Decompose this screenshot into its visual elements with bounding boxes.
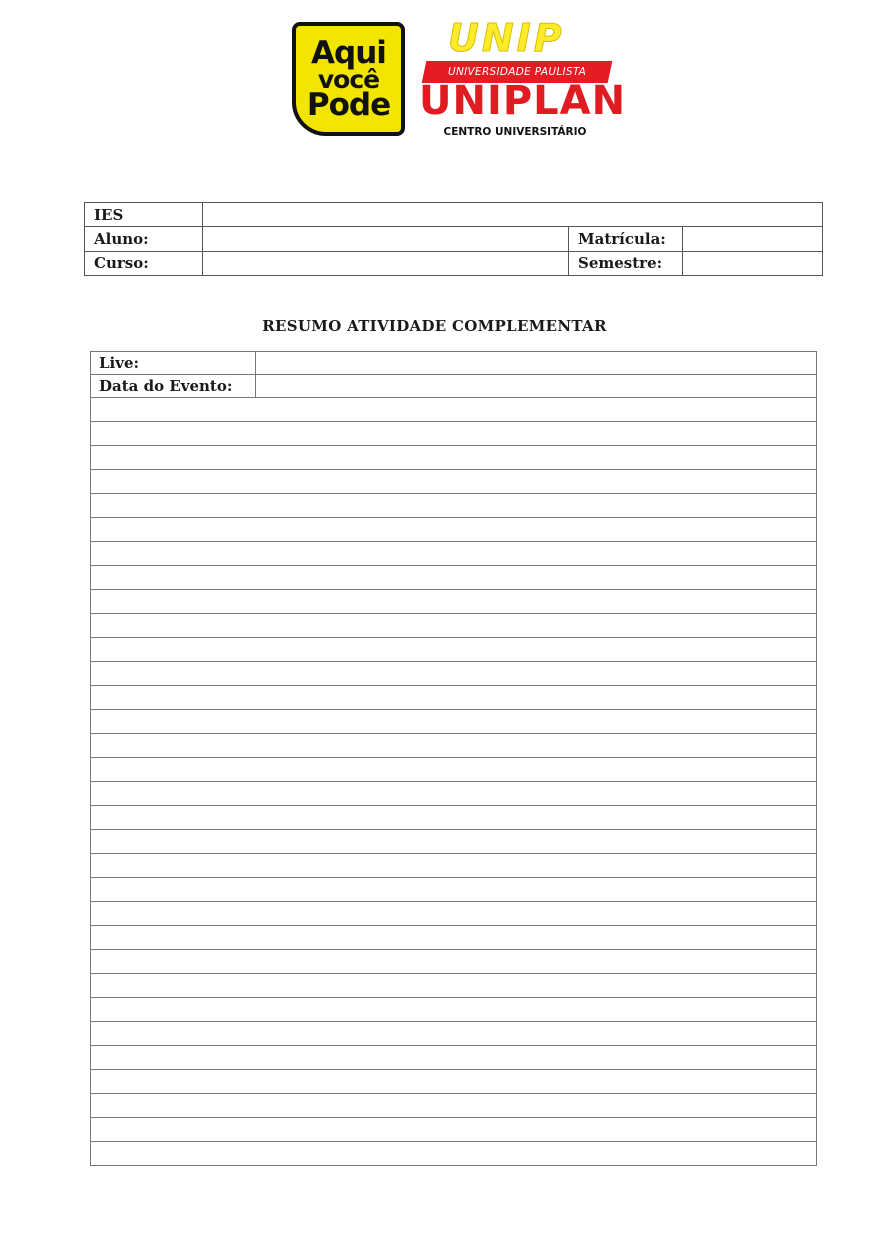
- summary-line-row: [91, 1118, 817, 1142]
- universidade-paulista-text: UNIVERSIDADE PAULISTA: [447, 66, 587, 78]
- summary-line-field[interactable]: [91, 662, 817, 686]
- data-evento-row: [91, 375, 817, 398]
- summary-line-row: [91, 878, 817, 902]
- summary-line-field[interactable]: [91, 806, 817, 830]
- summary-line-row: [91, 1022, 817, 1046]
- summary-line-row: [91, 1094, 817, 1118]
- live-label: Live:: [91, 352, 256, 375]
- summary-line-row: [91, 590, 817, 614]
- summary-line-field[interactable]: [91, 686, 817, 710]
- summary-line-row: [91, 638, 817, 662]
- summary-line-row: [91, 518, 817, 542]
- summary-line-row: [91, 566, 817, 590]
- summary-line-field[interactable]: [91, 1094, 817, 1118]
- live-field[interactable]: [256, 352, 817, 375]
- centro-universitario-text: CENTRO UNIVERSITÁRIO: [443, 126, 587, 138]
- summary-line-row: [91, 1142, 817, 1166]
- summary-line-row: [91, 734, 817, 758]
- summary-line-field[interactable]: [91, 542, 817, 566]
- summary-line-field[interactable]: [91, 710, 817, 734]
- matricula-field[interactable]: [683, 227, 823, 251]
- summary-line-row: [91, 398, 817, 422]
- summary-line-row: [91, 782, 817, 806]
- summary-line-field[interactable]: [91, 398, 817, 422]
- summary-line-row: [91, 950, 817, 974]
- curso-label: Curso:: [85, 251, 203, 275]
- page-title: RESUMO ATIVIDADE COMPLEMENTAR: [262, 317, 607, 335]
- uniplan-logo-text: UNIPLAN: [419, 78, 627, 124]
- summary-line-row: [91, 974, 817, 998]
- summary-line-field[interactable]: [91, 638, 817, 662]
- data-evento-label: Data do Evento:: [91, 375, 256, 398]
- summary-line-row: [91, 926, 817, 950]
- aluno-label: Aluno:: [85, 227, 203, 251]
- summary-lines: [91, 398, 817, 1166]
- aqui-voce-pode-logo: [292, 22, 405, 136]
- summary-line-row: [91, 494, 817, 518]
- ies-field[interactable]: [203, 203, 823, 227]
- summary-line-row: [91, 854, 817, 878]
- summary-line-row: [91, 470, 817, 494]
- summary-line-field[interactable]: [91, 782, 817, 806]
- summary-line-field[interactable]: [91, 830, 817, 854]
- summary-line-field[interactable]: [91, 1142, 817, 1166]
- summary-line-row: [91, 662, 817, 686]
- summary-line-field[interactable]: [91, 1070, 817, 1094]
- logo-word-aqui: Aqui: [311, 34, 386, 71]
- summary-line-field[interactable]: [91, 902, 817, 926]
- ies-label: IES: [85, 203, 203, 227]
- summary-line-row: [91, 806, 817, 830]
- curso-row: [85, 251, 823, 275]
- summary-line-row: [91, 902, 817, 926]
- summary-line-field[interactable]: [91, 1118, 817, 1142]
- student-info-table: [84, 202, 823, 276]
- ies-row: [85, 203, 823, 227]
- summary-line-field[interactable]: [91, 518, 817, 542]
- summary-line-row: [91, 446, 817, 470]
- summary-line-row: [91, 542, 817, 566]
- aluno-row: [85, 227, 823, 251]
- summary-line-row: [91, 830, 817, 854]
- logo-word-pode: Pode: [306, 86, 391, 123]
- summary-line-field[interactable]: [91, 494, 817, 518]
- summary-table: [90, 351, 817, 1166]
- summary-line-field[interactable]: [91, 878, 817, 902]
- unip-logo-text: UNIP: [448, 16, 565, 60]
- curso-field[interactable]: [203, 251, 569, 275]
- summary-line-row: [91, 758, 817, 782]
- semestre-field[interactable]: [683, 251, 823, 275]
- summary-line-row: [91, 998, 817, 1022]
- summary-line-row: [91, 422, 817, 446]
- summary-line-field[interactable]: [91, 614, 817, 638]
- aluno-field[interactable]: [203, 227, 569, 251]
- summary-line-field[interactable]: [91, 950, 817, 974]
- summary-line-field[interactable]: [91, 470, 817, 494]
- summary-line-field[interactable]: [91, 998, 817, 1022]
- summary-line-row: [91, 710, 817, 734]
- summary-line-field[interactable]: [91, 1046, 817, 1070]
- summary-line-row: [91, 614, 817, 638]
- summary-line-field[interactable]: [91, 854, 817, 878]
- summary-line-field[interactable]: [91, 734, 817, 758]
- logo-word-voce: você: [317, 64, 380, 94]
- summary-line-field[interactable]: [91, 1022, 817, 1046]
- summary-line-field[interactable]: [91, 590, 817, 614]
- live-row: [91, 352, 817, 375]
- summary-line-row: [91, 1070, 817, 1094]
- semestre-label: Semestre:: [569, 251, 683, 275]
- matricula-label: Matrícula:: [569, 227, 683, 251]
- summary-line-field[interactable]: [91, 974, 817, 998]
- summary-line-field[interactable]: [91, 446, 817, 470]
- summary-line-field[interactable]: [91, 926, 817, 950]
- summary-line-field[interactable]: [91, 758, 817, 782]
- summary-line-row: [91, 686, 817, 710]
- data-evento-field[interactable]: [256, 375, 817, 398]
- summary-line-field[interactable]: [91, 422, 817, 446]
- summary-line-row: [91, 1046, 817, 1070]
- summary-line-field[interactable]: [91, 566, 817, 590]
